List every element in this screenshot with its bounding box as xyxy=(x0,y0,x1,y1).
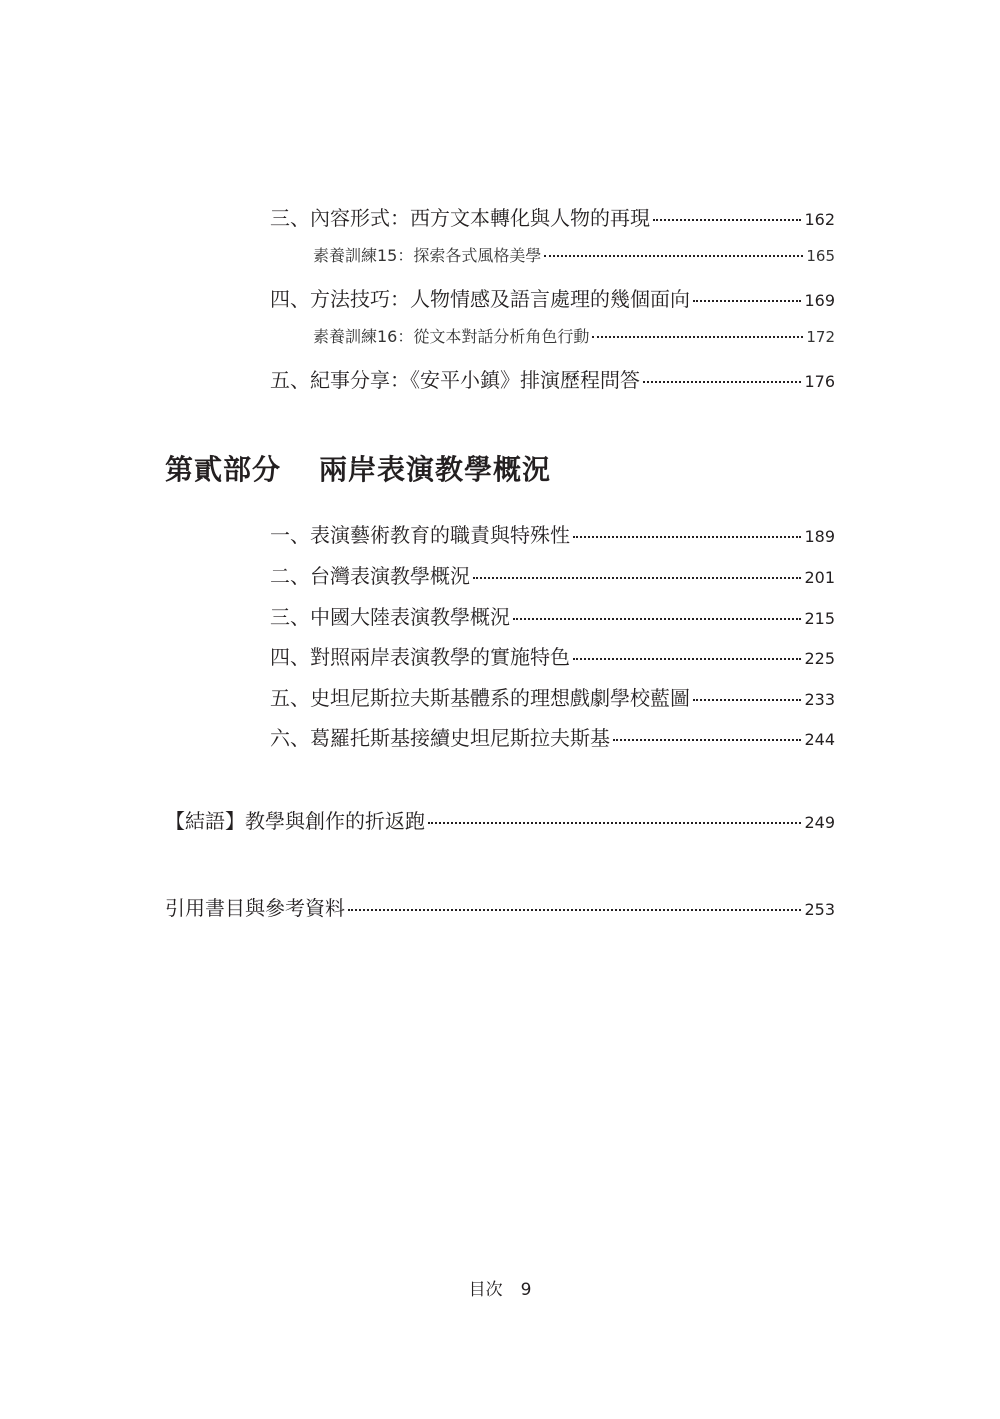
toc-entry-label: 五、紀事分享：《安平小鎮》排演歷程問答 xyxy=(270,368,640,392)
toc-subentry[interactable] xyxy=(313,324,835,347)
toc-page-number: 233 xyxy=(804,690,835,709)
dot-leader xyxy=(513,618,801,620)
toc-entry-label: 三、中國大陸表演教學概況 xyxy=(270,605,510,629)
toc-entry[interactable] xyxy=(270,364,835,393)
footer-section-label: 目次 xyxy=(468,1280,503,1300)
dot-leader xyxy=(693,699,801,701)
toc-entry[interactable] xyxy=(270,519,835,548)
toc-entry-label: 三、內容形式：西方文本轉化與人物的再現 xyxy=(270,206,650,230)
toc-entry[interactable] xyxy=(270,601,835,630)
toc-entry[interactable] xyxy=(270,560,835,589)
toc-page-number: 165 xyxy=(806,247,835,265)
toc-page-number: 244 xyxy=(804,730,835,749)
toc-entry-label: 引用書目與參考資料 xyxy=(165,896,345,920)
toc-entry-label: 一、表演藝術教育的職責與特殊性 xyxy=(270,523,570,547)
toc-page-number: 201 xyxy=(804,568,835,587)
toc-entry-label: 素養訓練16：從文本對話分析角色行動 xyxy=(313,327,590,346)
toc-entry-label: 五、史坦尼斯拉夫斯基體系的理想戲劇學校藍圖 xyxy=(270,686,690,710)
toc-entry[interactable] xyxy=(270,641,835,670)
dot-leader xyxy=(473,577,801,579)
toc-entry-label: 素養訓練15：探索各式風格美學 xyxy=(313,246,542,265)
dot-leader xyxy=(653,219,801,221)
page-footer xyxy=(0,1275,1000,1300)
toc-entry-label: 二、台灣表演教學概況 xyxy=(270,564,470,588)
toc-page-number: 215 xyxy=(804,609,835,628)
dot-leader xyxy=(544,255,803,257)
toc-entry-label: 四、對照兩岸表演教學的實施特色 xyxy=(270,645,570,669)
dot-leader xyxy=(693,300,801,302)
dot-leader xyxy=(573,536,801,538)
toc-entry[interactable] xyxy=(270,202,835,231)
toc-conclusion-entry[interactable] xyxy=(165,805,835,834)
dot-leader xyxy=(428,822,801,824)
toc-page-number: 253 xyxy=(804,900,835,919)
toc-entry-label: 【結語】教學與創作的折返跑 xyxy=(165,809,425,833)
toc-entry-label: 四、方法技巧：人物情感及語言處理的幾個面向 xyxy=(270,287,690,311)
toc-entry[interactable] xyxy=(270,283,835,312)
toc-subentry[interactable] xyxy=(313,243,835,266)
toc-page-number: 172 xyxy=(806,328,835,346)
dot-leader xyxy=(592,336,803,338)
part-heading xyxy=(165,448,551,488)
part-title: 兩岸表演教學概況 xyxy=(319,453,552,486)
toc-page-number: 162 xyxy=(804,210,835,229)
toc-page-number: 169 xyxy=(804,291,835,310)
dot-leader xyxy=(643,381,801,383)
toc-references-entry[interactable] xyxy=(165,892,835,921)
dot-leader xyxy=(573,658,801,660)
toc-page-number: 189 xyxy=(804,527,835,546)
toc-page-number: 225 xyxy=(804,649,835,668)
footer-page-number: 9 xyxy=(520,1280,532,1300)
dot-leader xyxy=(348,909,801,911)
toc-page-number: 249 xyxy=(804,813,835,832)
toc-page-number: 176 xyxy=(804,372,835,391)
dot-leader xyxy=(613,739,801,741)
toc-entry-label: 六、葛羅托斯基接續史坦尼斯拉夫斯基 xyxy=(270,726,610,750)
part-number: 第貳部分 xyxy=(165,453,282,486)
toc-entry[interactable] xyxy=(270,722,835,751)
toc-entry[interactable] xyxy=(270,682,835,711)
